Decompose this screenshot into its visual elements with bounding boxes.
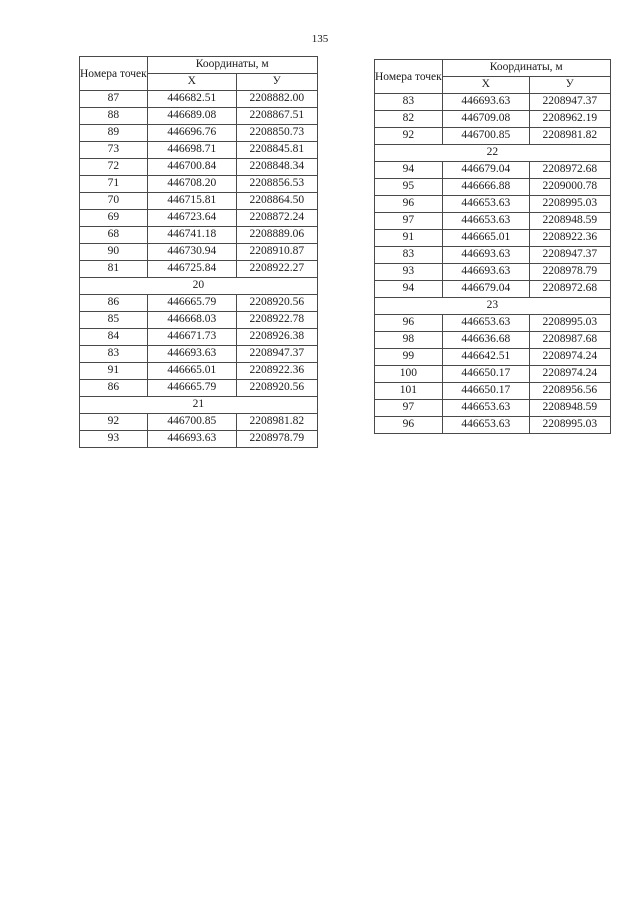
table-row [375, 111, 611, 128]
coord-x: 446693.63 [442, 94, 529, 111]
point-number: 93 [375, 264, 443, 281]
point-number: 96 [375, 196, 443, 213]
coord-x: 446693.63 [442, 264, 529, 281]
table-row [375, 366, 611, 383]
table-row [80, 176, 318, 193]
table-row [80, 142, 318, 159]
point-number: 98 [375, 332, 443, 349]
coord-y: 2208995.03 [529, 417, 610, 434]
coord-y: 2208922.27 [236, 261, 317, 278]
coord-x: 446650.17 [442, 383, 529, 400]
coord-x: 446693.63 [147, 431, 236, 448]
point-number: 72 [80, 159, 148, 176]
coord-y: 2208948.59 [529, 213, 610, 230]
point-number: 101 [375, 383, 443, 400]
coord-x: 446636.68 [442, 332, 529, 349]
header-points: Номера точек [375, 60, 443, 94]
coord-y: 2208978.79 [529, 264, 610, 281]
point-number: 85 [80, 312, 148, 329]
point-number: 82 [375, 111, 443, 128]
coord-y: 2208922.36 [529, 230, 610, 247]
coord-x: 446700.84 [147, 159, 236, 176]
point-number: 100 [375, 366, 443, 383]
header-points: Номера точек [80, 57, 148, 91]
coord-x: 446730.94 [147, 244, 236, 261]
table-row [80, 159, 318, 176]
table-row [80, 244, 318, 261]
table-row [375, 230, 611, 247]
coord-x: 446665.01 [442, 230, 529, 247]
table-row [375, 281, 611, 298]
point-number: 86 [80, 380, 148, 397]
coord-x: 446653.63 [442, 417, 529, 434]
coord-y: 2208882.00 [236, 91, 317, 108]
point-number: 89 [80, 125, 148, 142]
point-number: 71 [80, 176, 148, 193]
coord-y: 2208889.06 [236, 227, 317, 244]
point-number: 91 [375, 230, 443, 247]
point-number: 81 [80, 261, 148, 278]
coord-x: 446700.85 [442, 128, 529, 145]
coord-x: 446682.51 [147, 91, 236, 108]
coord-y: 2208922.78 [236, 312, 317, 329]
section-row [375, 298, 611, 315]
table-body [375, 94, 611, 434]
point-number: 97 [375, 213, 443, 230]
coord-x: 446650.17 [442, 366, 529, 383]
section-row [375, 145, 611, 162]
coord-x: 446708.20 [147, 176, 236, 193]
coord-x: 446689.08 [147, 108, 236, 125]
table-row [375, 383, 611, 400]
page-number: 135 [311, 33, 329, 45]
table-row [80, 295, 318, 312]
coord-y: 2208962.19 [529, 111, 610, 128]
header-x: X [147, 74, 236, 91]
point-number: 84 [80, 329, 148, 346]
table-row [80, 363, 318, 380]
table-row [80, 414, 318, 431]
point-number: 87 [80, 91, 148, 108]
coord-y: 2208995.03 [529, 315, 610, 332]
table-row [375, 332, 611, 349]
point-number: 99 [375, 349, 443, 366]
table-row [80, 210, 318, 227]
table-row [80, 431, 318, 448]
coord-y: 2208920.56 [236, 295, 317, 312]
coord-y: 2208910.87 [236, 244, 317, 261]
coord-x: 446725.84 [147, 261, 236, 278]
coord-x: 446653.63 [442, 400, 529, 417]
coord-y: 2208845.81 [236, 142, 317, 159]
coord-y: 2208856.53 [236, 176, 317, 193]
point-number: 90 [80, 244, 148, 261]
table-row [375, 264, 611, 281]
table-row [375, 162, 611, 179]
coord-x: 446665.79 [147, 380, 236, 397]
point-number: 83 [80, 346, 148, 363]
coord-y: 2208995.03 [529, 196, 610, 213]
coord-y: 2208956.56 [529, 383, 610, 400]
table-row [375, 128, 611, 145]
point-number: 70 [80, 193, 148, 210]
coord-y: 2208987.68 [529, 332, 610, 349]
point-number: 92 [80, 414, 148, 431]
section-number: 20 [80, 278, 318, 295]
coord-y: 2208972.68 [529, 162, 610, 179]
coordinates-table-right [374, 59, 611, 434]
point-number: 94 [375, 162, 443, 179]
coord-y: 2208947.37 [236, 346, 317, 363]
coord-y: 2208920.56 [236, 380, 317, 397]
coord-y: 2208978.79 [236, 431, 317, 448]
header-coords: Координаты, м [442, 60, 610, 77]
coord-x: 446653.63 [442, 196, 529, 213]
point-number: 86 [80, 295, 148, 312]
section-row [80, 397, 318, 414]
table-row [80, 108, 318, 125]
table-row [80, 193, 318, 210]
coord-y: 2208926.38 [236, 329, 317, 346]
coord-x: 446679.04 [442, 281, 529, 298]
table-row [375, 247, 611, 264]
point-number: 68 [80, 227, 148, 244]
header-row [80, 57, 318, 74]
table-row [375, 315, 611, 332]
coord-x: 446693.63 [147, 346, 236, 363]
coord-y: 2208947.37 [529, 247, 610, 264]
section-number: 21 [80, 397, 318, 414]
coord-x: 446698.71 [147, 142, 236, 159]
coord-y: 2208850.73 [236, 125, 317, 142]
coord-x: 446671.73 [147, 329, 236, 346]
coord-x: 446665.01 [147, 363, 236, 380]
table-row [375, 179, 611, 196]
table-body [80, 91, 318, 448]
point-number: 91 [80, 363, 148, 380]
coord-x: 446666.88 [442, 179, 529, 196]
coord-y: 2208922.36 [236, 363, 317, 380]
table-row [375, 400, 611, 417]
header-x: X [442, 77, 529, 94]
point-number: 83 [375, 94, 443, 111]
coord-y: 2208974.24 [529, 349, 610, 366]
coord-x: 446653.63 [442, 315, 529, 332]
coord-x: 446653.63 [442, 213, 529, 230]
header-coords: Координаты, м [147, 57, 317, 74]
coord-y: 2208981.82 [529, 128, 610, 145]
coordinates-table-left [79, 56, 318, 448]
coord-x: 446693.63 [442, 247, 529, 264]
table-row [80, 380, 318, 397]
coord-y: 2208981.82 [236, 414, 317, 431]
coord-y: 2208972.68 [529, 281, 610, 298]
section-number: 22 [375, 145, 611, 162]
coord-x: 446696.76 [147, 125, 236, 142]
coord-x: 446709.08 [442, 111, 529, 128]
coord-x: 446679.04 [442, 162, 529, 179]
point-number: 97 [375, 400, 443, 417]
table-row [80, 261, 318, 278]
point-number: 96 [375, 315, 443, 332]
point-number: 96 [375, 417, 443, 434]
coord-x: 446741.18 [147, 227, 236, 244]
table-row [375, 349, 611, 366]
table-row [80, 346, 318, 363]
point-number: 69 [80, 210, 148, 227]
coord-y: 2209000.78 [529, 179, 610, 196]
coord-x: 446665.79 [147, 295, 236, 312]
coord-y: 2208947.37 [529, 94, 610, 111]
table-row [80, 125, 318, 142]
header-row [375, 60, 611, 77]
coord-x: 446715.81 [147, 193, 236, 210]
point-number: 73 [80, 142, 148, 159]
table-row [375, 196, 611, 213]
coord-x: 446723.64 [147, 210, 236, 227]
point-number: 95 [375, 179, 443, 196]
coord-x: 446700.85 [147, 414, 236, 431]
point-number: 93 [80, 431, 148, 448]
coord-y: 2208867.51 [236, 108, 317, 125]
table-row [375, 213, 611, 230]
coord-y: 2208864.50 [236, 193, 317, 210]
table-row [80, 227, 318, 244]
table-row [80, 329, 318, 346]
section-number: 23 [375, 298, 611, 315]
coord-y: 2208848.34 [236, 159, 317, 176]
table-row [375, 94, 611, 111]
coord-y: 2208872.24 [236, 210, 317, 227]
coord-x: 446668.03 [147, 312, 236, 329]
coord-x: 446642.51 [442, 349, 529, 366]
table-row [80, 91, 318, 108]
table-row [375, 417, 611, 434]
table-row [80, 312, 318, 329]
section-row [80, 278, 318, 295]
point-number: 94 [375, 281, 443, 298]
header-y: У [529, 77, 610, 94]
header-y: У [236, 74, 317, 91]
coord-y: 2208948.59 [529, 400, 610, 417]
point-number: 83 [375, 247, 443, 264]
point-number: 88 [80, 108, 148, 125]
coord-y: 2208974.24 [529, 366, 610, 383]
point-number: 92 [375, 128, 443, 145]
